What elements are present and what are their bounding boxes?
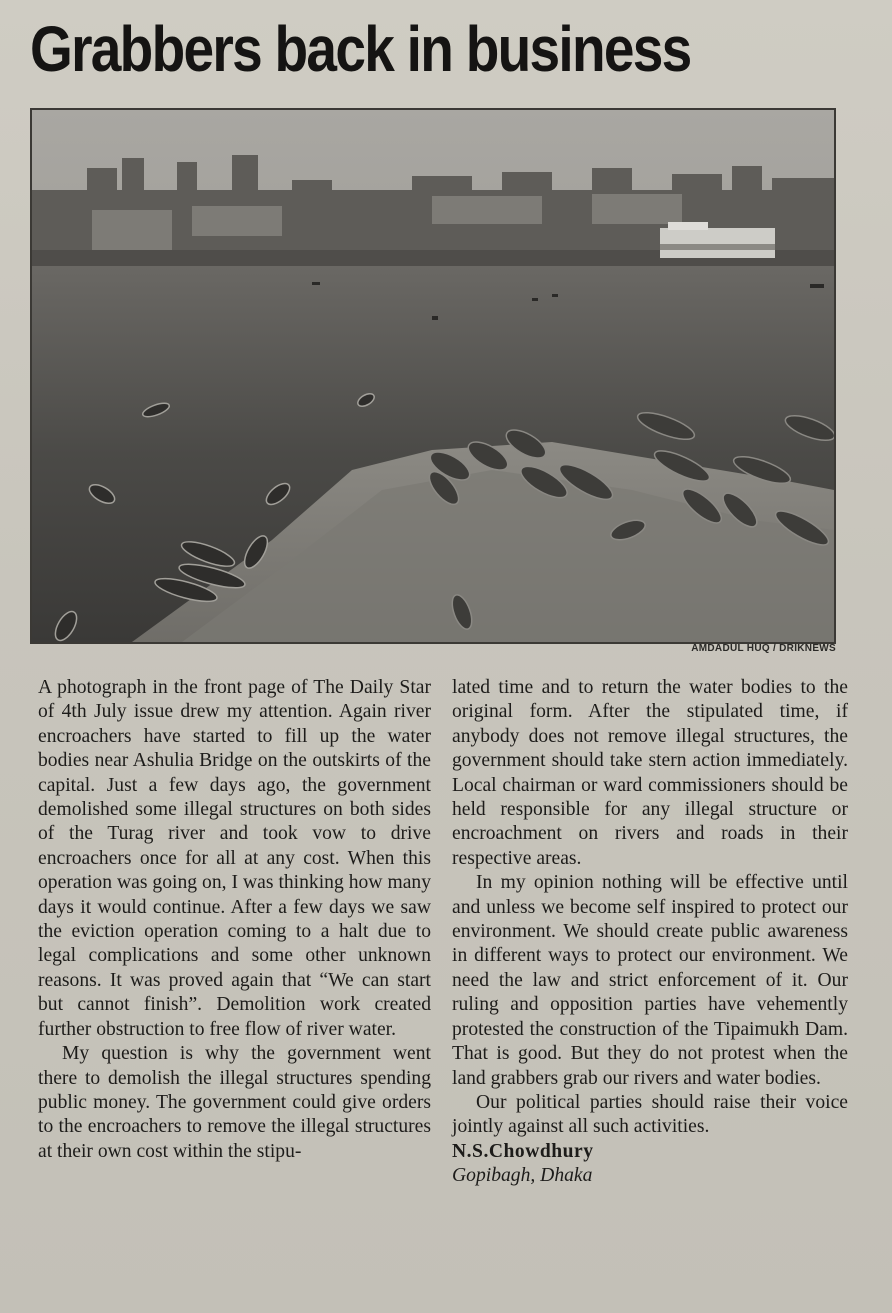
paragraph: Our political parties should raise their voice jointly against all such activities. [452,1091,848,1138]
author-location: Gopibagh, Dhaka [452,1165,593,1187]
paragraph: A photograph in the front page of The Daily Star of 4th July issue drew my attention. Again river encroachers have started to fill up the water bodies near Ashulia Bridge on the outskirts of the capital. Just a few days ago, the government demolished some illegal structures on both sides of the Turag river and took vow to drive encroachers once for all at any cost. When this operation was going on, I was thinking how many days it would continue. After a few days we saw the eviction operation coming to a halt due to legal complications and some other unknown reasons. It was proved again that “We can start but cannot finish”. Demolition work created further obstruction to free flow of river water. [38,677,431,1040]
paragraph: My question is why the government went there to demolish the illegal structures spending public money. The government could give orders to the encroachers to remove the illegal structures at their own cost within the stipu- [38,1043,431,1162]
paragraph: In my opinion nothing will be effective until and unless we become self inspired to protect our environment. We should create public awareness in different ways to protect our environment. We need the law and strict enforcement of it. Our ruling and opposition parties have vehemently protested the construction of the Tipaimukh Dam. That is good. But they do not protest when the land grabbers grab our rivers and water bodies. [452,872,848,1089]
headline: Grabbers back in business [30,13,691,85]
paragraph: lated time and to return the water bodies to the original form. After the stipulated time, if anybody does not remove illegal structures, the government should take stern action immediately. Local chairman or ward commissioners should be held responsible for any illegal structure or encroachment on rivers and roads in their respective areas. [452,677,848,869]
article-column-right [452,676,848,1189]
river-photo-illustration [32,110,834,642]
author-name: N.S.Chowdhury [452,1140,594,1162]
river-photo [30,108,836,644]
photo-credit: AMDADUL HUQ / DRIKNEWS [691,643,836,654]
article-column-left [38,676,431,1164]
